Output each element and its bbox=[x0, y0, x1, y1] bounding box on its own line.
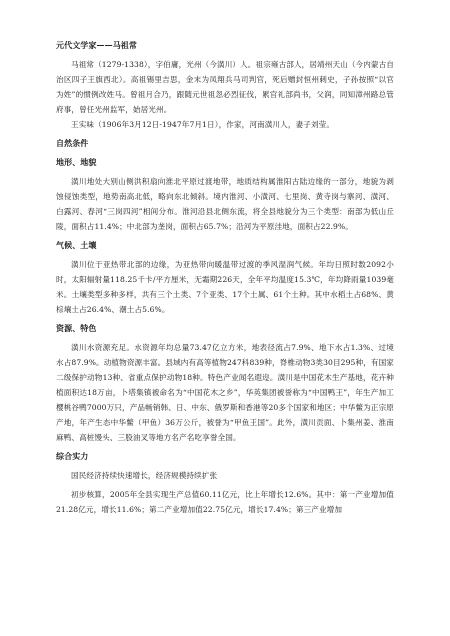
paragraph-climate-soil: 潢川位于亚热带北部的边缘，为亚热带向暖温带过渡的季风湿润气候。年均日照时数2092小时，太阳辐射量118.25千卡/平方厘米，无霜期226天，全年平均温度15.3℃，年均降雨量1039毫米。土壤类型多种多样，共有三个土类、7个亚类、17个土属、61个土种。其中水稻土占68%、黄棕壤土占26.4%、潮土占5.6%。 bbox=[56, 260, 394, 314]
paragraph-terrain: 潢川地处大别山侧洪积扇向淮北平原过渡地带，地质结构属淮阳古陆边缘的一部分，地貌为剥蚀侵蚀类型，地势南高北低，略向东北倾斜。境内淮河、小潢河、七里岗、黄寺岗与寨河、潢河、白露河、春河“三岗四河”相间分布。淮河沿县北侧东流，将全县地貌分为三个类型：南部为低山丘陵，面积占11.4%；中北部为垄岗，面积占65.7%；沿河为平原洼地，面积占22.9%。 bbox=[56, 177, 394, 231]
section-heading-overall-strength: 综合实力 bbox=[56, 451, 89, 461]
subheading-terrain: 地形、地貌 bbox=[56, 157, 97, 167]
section-heading-natural-conditions: 自然条件 bbox=[56, 138, 89, 148]
subheading-resources: 资源、特色 bbox=[56, 323, 97, 333]
paragraph-economy: 初步核算，2005年全县实现生产总值60.11亿元，比上年增长12.6%。其中：第一产业增加值21.28亿元，增长11.6%；第二产业增加值22.75亿元，增长17.4%；第三产业增加 bbox=[56, 490, 394, 514]
paragraph-wang-shiwei: 王实味（1906年3月12日-1947年7月1日），作家，河南潢川人，妻子刘莹。 bbox=[71, 120, 335, 129]
subheading-climate-soil: 气候、土壤 bbox=[56, 240, 97, 250]
paragraph-resources: 潢川水资源充足。水资源年均总量73.47亿立方米，地表径流占7.9%、地下水占1.3%、过境水占87.9%。动植物资源丰富。县域内有高等植物247科839种，脊椎动物3类30目295种，有国家二级保护动物13种、省重点保护动物18种。特色产业闻名遐迩。潢川是中国花木生产基地，花卉种植面积达18万亩，卜塔集镇被命名为“中国花木之乡”，华英集团被誉称为“中国鸭王”，年生产加工樱桃谷鸭7000万只，产品畅销韩、日、中东、俄罗斯和香港等20多个国家和地区；中华鳖为正宗原产地，年产生态中华鳖（甲鱼）36万公斤，被誉为“甲鱼王国”。此外，潢川贡面、卜集州姜、淮南麻鸭、高桩馒头、三股油叉等地方名产名吃享誉全国。 bbox=[56, 343, 394, 442]
section-heading-ma-zuchang: 元代文学家——马祖常 bbox=[56, 40, 137, 50]
paragraph-ma-zuchang: 马祖常（1279-1338），字伯庸，光州（今潢川）人。祖宗雍古部人，居靖州天山（今内蒙古自治区四子王旗西北）。高祖锡里吉思，金末为凤翔兵马司判官，死后赠封恒州刺史，子孙按照“以官为姓”的惯例改姓马。曾祖月合乃，跟随元世祖忽必烈征伐，累官礼部尚书，父润，同知漳州路总管府事，曾任光州监军，始居光州。 bbox=[56, 60, 394, 114]
document-body bbox=[56, 38, 394, 517]
subheading-economy: 国民经济持续快速增长，经济规模持续扩张 bbox=[71, 471, 218, 480]
